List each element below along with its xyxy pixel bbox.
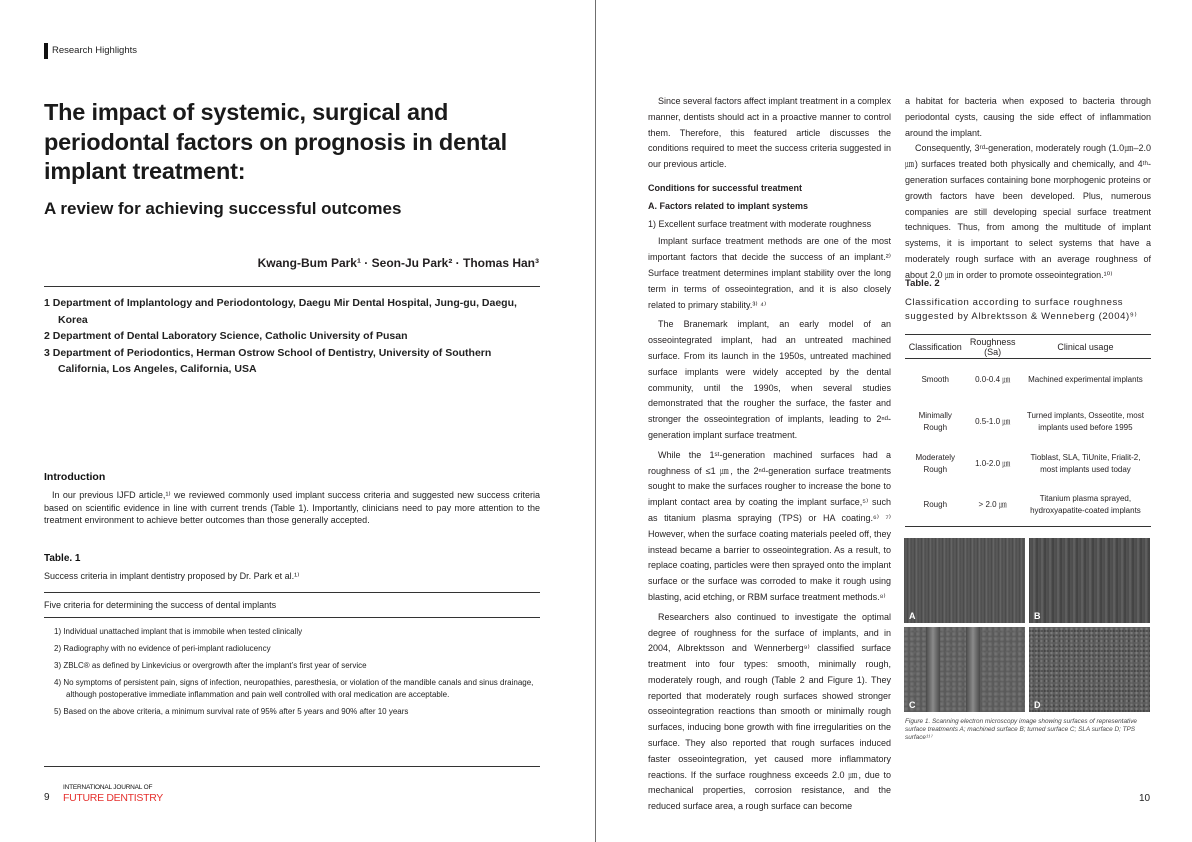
list-item: 2) Radiography with no evidence of peri-implant radiolucency <box>54 644 271 653</box>
table-cell: 0.5-1.0 ㎛ <box>975 416 1011 426</box>
table-cell: Tioblast, SLA, TiUnite, Frialit-2, most implants used today <box>1030 452 1141 474</box>
author-list: Kwang-Bum Park¹ · Seon-Ju Park² · Thomas Han³ <box>257 256 539 270</box>
table1-title: Table. 1 <box>44 553 81 564</box>
divider <box>44 286 540 287</box>
sem-image-sla <box>904 627 1025 712</box>
subsection-heading: A. Factors related to implant systems <box>648 200 809 211</box>
table2-title: Table. 2 <box>905 278 940 289</box>
journal-logo <box>63 783 163 803</box>
list-item: 5) Based on the above criteria, a minimum survival rate of 95% after 5 years and 90% after 10 years <box>54 707 409 716</box>
table-cell: > 2.0 ㎛ <box>965 485 1019 527</box>
table-cell: Moderately Rough <box>915 452 956 474</box>
table-cell: Smooth <box>921 374 950 384</box>
table-row <box>905 485 1151 527</box>
affiliation-3: 3 Department of Periodontics, Herman Ostrow School of Dentistry, University of Southern California, Los Angeles, California, USA <box>44 346 492 375</box>
table-header-row <box>905 335 1151 359</box>
column-header: Clinical usage <box>1020 335 1151 359</box>
table1-mid-rule <box>44 617 540 618</box>
table1-top-rule <box>44 592 540 593</box>
article-subtitle: A review for achieving successful outcomes <box>44 199 402 218</box>
paragraph: a habitat for bacteria when exposed to bacteria through periodontal cysts, causing the side effect of inflammation around the implant. <box>905 96 1151 138</box>
table-cell: Minimally Rough <box>918 410 952 432</box>
sem-image-turned <box>1029 538 1150 623</box>
paragraph: While the 1ˢᵗ-generation machined surfaces had a roughness of ≤1 ㎛, the 2ⁿᵈ-generation surface treatments sought to make the surfaces rougher to increase the bone to implant contact area by coating the implant surface,⁵⁾ such as titanium plasma spraying (TPS) or HA coating.⁶⁾ ⁷⁾ However, when the surface coating materials peeled off, they instead became a barrier to osseointegration. As a result, to replace coating, particles were then sprayed onto the implant surface or the surface was corroded to make it rough using blasting, acid etching, or RBM surface treatment methods.⁸⁾ <box>648 449 891 602</box>
table-cell: Rough <box>905 485 965 527</box>
figure-label-a: A <box>909 611 916 621</box>
sem-image-tps <box>1029 627 1150 712</box>
table1-caption: Success criteria in implant dentistry proposed by Dr. Park et al.¹⁾ <box>44 571 300 581</box>
paragraph: Consequently, 3ʳᵈ-generation, moderately rough (1.0㎛–2.0 ㎛) surfaces treated both physically and chemically, and 4ᵗʰ-generation surfaces containing bone morphogenic proteins or growth factors have been developed. Plus, numerous companies are still developing special surface treatment techniques. Thus, from among the multitude of implant systems, it is important to select systems that have a moderately rough surface with an average roughness of about 2.0 ㎛ in order to promote osseointegration.¹⁰⁾ <box>905 143 1151 280</box>
table-cell: Titanium plasma sprayed, hydroxyapatite-coated implants <box>1020 485 1151 527</box>
right-page <box>597 0 1192 842</box>
section-heading: Conditions for successful treatment <box>648 182 803 193</box>
journal-logo-line1: INTERNATIONAL JOURNAL OF <box>63 784 153 791</box>
figure-caption: Figure 1. Scanning electron microscopy image showing surfaces of representative surface treatments A; machined surface B; turned surface C; SLA surface D; TPS surface¹¹⁾ <box>905 718 1137 741</box>
roughness-table <box>905 334 1151 527</box>
right-column-2 <box>905 94 1151 284</box>
sem-image-machined <box>904 538 1025 623</box>
list-item: 1) Individual unattached implant that is immobile when tested clinically <box>54 627 303 636</box>
table-cell: Machined experimental implants <box>1028 374 1143 384</box>
intro-heading: Introduction <box>44 471 106 483</box>
paragraph: Implant surface treatment methods are one of the most important factors that decide the success of an implant.²⁾ Surface treatment determines implant stability over the long term in terms of osseointegration, and it is also closely related to primary stability.³⁾ ⁴⁾ <box>648 236 891 310</box>
page-number-right: 10 <box>1139 793 1151 804</box>
figure-label-d: D <box>1034 700 1041 710</box>
table-row <box>905 401 1151 443</box>
right-column-1 <box>648 94 891 815</box>
journal-logo-line2: FUTURE DENTISTRY <box>63 792 164 804</box>
list-item: 4) No symptoms of persistent pain, signs of infection, neuropathies, paresthesia, or violation of the mandible canals and sinus drainage, although postoperative immediate inflammation and pain well controlled with oral medication are acceptable. <box>54 678 534 699</box>
paragraph: Since several factors affect implant treatment in a complex manner, dentists should act in a proactive manner to control them. Therefore, this featured article discusses the conditions required to meet the success criteria suggested in our previous article. <box>648 96 891 170</box>
paragraph: The Branemark implant, an early model of an osseointegrated implant, had an untreated machined surface. From its launch in the 1950s, untreated machined surface implants were widely accepted by the dental community, until the 1990s, when several studies demonstrated that the rougher the surface, the faster and stronger the osseointegration of implants, leading to 2ⁿᵈ-generation implant surface treatment. <box>648 319 891 440</box>
table1-subhead: Five criteria for determining the success of dental implants <box>44 600 277 610</box>
column-header: Roughness (Sa) <box>965 335 1019 359</box>
intro-text: In our previous IJFD article,¹⁾ we reviewed commonly used implant success criteria and suggested new success criteria based on scientific evidence in line with current trends (Table 1). Importantly, clinicians need to pay more attention to the treatment environment to achieve better outcomes than those generally accepted. <box>44 490 540 525</box>
page-number-left: 9 <box>44 792 50 803</box>
affiliation-2: 2 Department of Dental Laboratory Science, Catholic University of Pusan <box>44 330 408 342</box>
table1-bottom-rule <box>44 766 540 767</box>
table2-caption: Classification according to surface roughness suggested by Albrektsson & Wenneberg (2004)⁹⁾ <box>905 297 1138 322</box>
affiliation-1: 1 Department of Implantology and Periodontology, Daegu Mir Dental Hospital, Jung-gu, Daegu, Korea <box>44 297 517 326</box>
figure-label-c: C <box>909 700 916 710</box>
table-cell: Turned implants, Osseotite, most implants used before 1995 <box>1026 410 1144 432</box>
table1-criteria-list <box>54 626 544 723</box>
list-item: 3) ZBLC® as defined by Linkevicius or overgrowth after the implant’s first year of service <box>54 661 367 670</box>
table-cell: 0.0-0.4 ㎛ <box>975 374 1011 384</box>
column-header: Classification <box>905 335 965 359</box>
affiliations <box>44 295 544 378</box>
table-row <box>905 443 1151 485</box>
article-title: The impact of systemic, surgical and periodontal factors on prognosis in dental implant treatment: <box>44 99 507 184</box>
table-row <box>905 359 1151 401</box>
table-cell: 1.0-2.0 ㎛ <box>975 458 1011 468</box>
figure-label-b: B <box>1034 611 1041 621</box>
paragraph: Researchers also continued to investigate the optimal degree of roughness for the surface of implants, and in 2004, Albrektsson and Wennerberg⁹⁾ classified surface treatment into four types: smooth, minimally rough, moderately rough, and rough (Table 2 and Figure 1). They reported that moderately rough surfaces showed stronger osseointegration reactions than smooth or minimally rough surfaces, inducing bone growth with fine irregularities on the surface. They also reported that rough surfaces induced faster osseointegration, yet caused more inflammatory reactions. If the surface roughness exceeds 2.0 ㎛, due to mechanical properties, corrosion resistance, and the reduced surface area, a rough surface can become <box>648 611 891 812</box>
subsubsection-heading: 1) Excellent surface treatment with moderate roughness <box>648 218 872 229</box>
section-tag: Research Highlights <box>44 43 137 59</box>
